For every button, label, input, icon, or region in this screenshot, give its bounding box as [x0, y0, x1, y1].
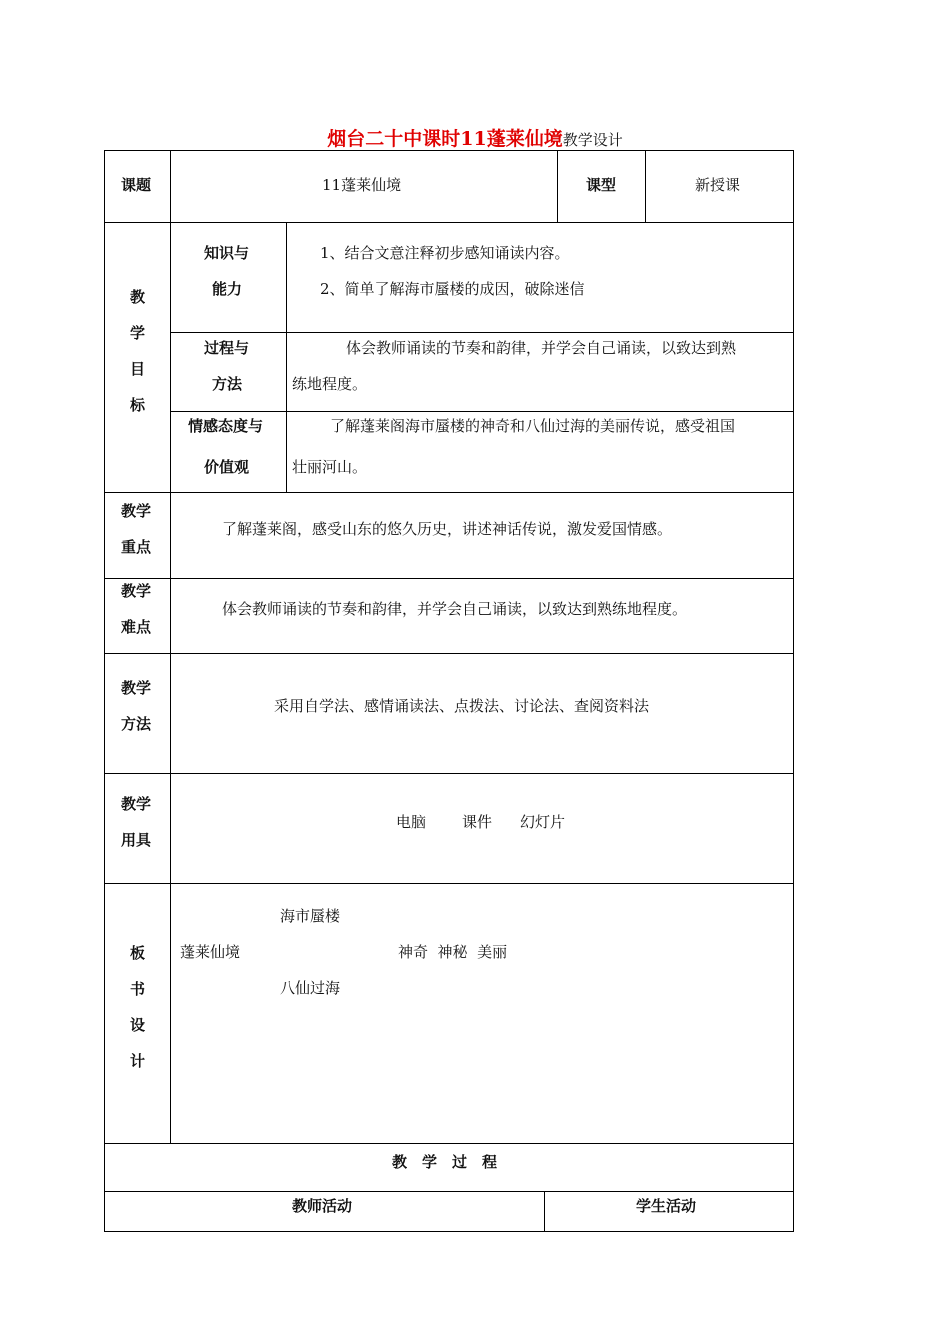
- methods-label-1: 教学: [121, 679, 152, 697]
- objectives-label-4: 标: [130, 396, 146, 414]
- tool-item: 电脑: [396, 813, 427, 831]
- methods-label-2: 方法: [121, 715, 152, 733]
- topic-value: 11蓬莱仙境: [322, 176, 402, 194]
- process-line-1: 体会教师诵读的节奏和韵律，并学会自己诵读，以致达到熟: [346, 339, 737, 357]
- knowledge-line-2: 2、简单了解海市蜃楼的成因，破除迷信: [320, 280, 585, 298]
- difficulties-content: 体会教师诵读的节奏和韵律，并学会自己诵读，以致达到熟练地程度。: [222, 600, 688, 618]
- type-value: 新授课: [695, 176, 741, 194]
- objectives-label-2: 学: [130, 324, 146, 342]
- title-main: 烟台二十中课时11蓬莱仙境: [327, 128, 563, 150]
- tools-label-1: 教学: [121, 795, 152, 813]
- key-points-content: 了解蓬莱阁，感受山东的悠久历史，讲述神话传说，激发爱国情感。: [222, 520, 673, 538]
- key-points-label-2: 重点: [121, 538, 152, 556]
- type-label: 课型: [586, 176, 617, 194]
- student-activity-header: 学生活动: [636, 1197, 697, 1215]
- process-label-2: 方法: [212, 375, 243, 393]
- title-suffix: 教学设计: [562, 131, 623, 149]
- board-label-3: 设: [130, 1016, 146, 1034]
- topic-label: 课题: [121, 176, 152, 194]
- tools-label-2: 用具: [121, 831, 152, 849]
- knowledge-label-2: 能力: [212, 280, 243, 298]
- difficulties-label-2: 难点: [121, 618, 152, 636]
- difficulties-label-1: 教学: [121, 582, 152, 600]
- process-title: 教 学 过 程: [392, 1153, 498, 1171]
- tool-item: 课件: [462, 813, 493, 831]
- emotion-line-1: 了解蓬莱阁海市蜃楼的神奇和八仙过海的美丽传说，感受祖国: [330, 417, 736, 435]
- process-line-2: 练地程度。: [292, 375, 368, 393]
- emotion-line-2: 壮丽河山。: [292, 458, 368, 476]
- emotion-label-1: 情感态度与: [188, 417, 264, 435]
- objectives-label-1: 教: [130, 288, 146, 306]
- knowledge-label-1: 知识与: [204, 244, 250, 262]
- board-left: 蓬莱仙境: [180, 943, 241, 961]
- emotion-label-2: 价值观: [204, 458, 250, 476]
- objectives-label-3: 目: [130, 360, 146, 378]
- methods-content: 采用自学法、感情诵读法、点拨法、讨论法、查阅资料法: [274, 697, 650, 715]
- teacher-activity-header: 教师活动: [292, 1197, 353, 1215]
- board-label-1: 板: [130, 944, 146, 962]
- document-title: [0, 124, 950, 151]
- process-label-1: 过程与: [204, 339, 250, 357]
- key-points-label-1: 教学: [121, 502, 152, 520]
- board-label-2: 书: [130, 980, 146, 998]
- board-right: 神奇 神秘 美丽: [398, 943, 508, 961]
- board-top: 海市蜃楼: [280, 907, 341, 925]
- board-bottom: 八仙过海: [280, 979, 341, 997]
- knowledge-line-1: 1、结合文意注释初步感知诵读内容。: [320, 244, 570, 262]
- tool-item: 幻灯片: [520, 813, 566, 831]
- board-label-4: 计: [130, 1052, 146, 1070]
